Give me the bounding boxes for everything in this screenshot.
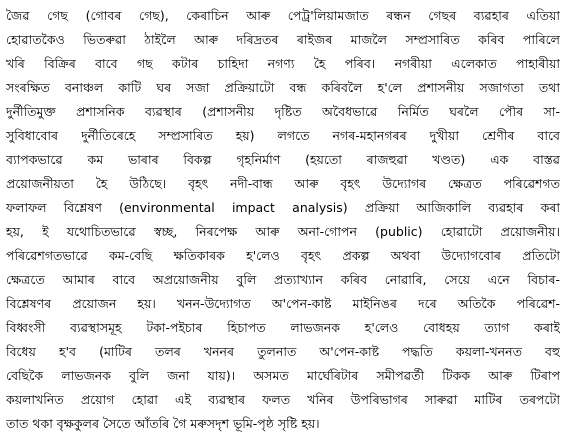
text-line: জৈৱ গেছ (গোবৰ গেছ), কেৰাচিন আৰু পেট্ৰ'লিয়ামজাত ৰন্ধন গেছৰ ব্যৱহাৰ এতিয়া <box>6 8 560 23</box>
text-line: কয়লাখনিত প্ৰয়োগ হোৱা এই ব্যৱস্থাৰ ফলত খনিৰ উপৰিভাগৰ সাৰুৱা মাটিৰ তৰপটো <box>6 392 560 407</box>
text-line: ফলাফল বিশ্লেষণ (environmental impact analysis) প্ৰক্ৰিয়া আজিকালি ব্যৱহাৰ কৰা <box>6 200 560 215</box>
text-line: বিধ্বংসী ব্যৱস্থাসমূহ টকা-পইচাৰ হিচাপত লাভজনক হ'লেও বোধহয় ত্যাগ কৰাই <box>6 320 560 335</box>
text-line: খৰি বিক্ৰিৰ বাবে গছ কটাৰ চাহিদা নগণ্য হৈ পৰিব। নগৰীয়া এলেকাত পাহাৰীয়া <box>6 56 560 71</box>
text-line: বিশ্লেষণৰ প্ৰয়োজন হয়। খনন-উদ্যোগত অ'পেন-কাষ্ট মাইনিঙৰ দৰে অতিকৈ পৰিৱেশ- <box>6 296 560 311</box>
text-line: তাত থকা বৃক্ষকুলৰ সৈতে আঁতৰি গৈ মৰুসদৃশ ভূমি-পৃষ্ঠ সৃষ্টি হয়। <box>6 416 320 431</box>
paragraph <box>6 4 560 436</box>
text-line: পৰিৱেশগতভাৱে কম-বেছি ক্ষতিকাৰক হ'লেও বৃহৎ প্ৰকল্প অথবা উদ্যোগবোৰ প্ৰতিটো <box>6 248 560 263</box>
text-line: সুবিধাবোৰ দুৰ্নীতিৰেহে সম্প্ৰসাৰিত হয়) লগতে নগৰ-মহানগৰৰ দুখীয়া শ্ৰেণীৰ বাবে <box>6 128 560 143</box>
text-line: প্ৰয়োজনীয়তা হৈ উঠিছে। বৃহৎ নদী-বান্ধ আৰু বৃহৎ উদ্যোগৰ ক্ষেত্ৰত পৰিৱেশগত <box>6 176 560 191</box>
text-line: ক্ষেত্ৰতে আমাৰ বাবে অপ্ৰয়োজনীয় বুলি প্ৰত্যাখ্যান কৰিব নোৱাৰি, সেয়ে এনে বিচাৰ- <box>6 272 560 287</box>
text-line: ব্যাপকভাৱে কম ভাৰাৰ বিকল্প গৃহনিৰ্মাণ (হয়তো ৰাজহুৱা খণ্ডত) এক বাস্তৱ <box>6 152 560 167</box>
text-line: বিধেয় হ'ব (মাটিৰ তলৰ খননৰ তুলনাত অ'পেন-কাষ্ট পদ্ধতি কয়লা-খননত বহু <box>6 344 560 359</box>
text-line: সংৰক্ষিত বনাঞ্চল কাটি ঘৰ সজা প্ৰক্ৰিয়াটো বন্ধ কৰিবলৈ হ'লে প্ৰশাসনীয় সজাগতা তথা <box>6 80 560 95</box>
text-line: হোৱাতকৈও ভিতৰুৱা ঠাইলৈ আৰু দৰিদ্ৰতৰ ৰাইজৰ মাজলৈ সম্প্ৰসাৰিত কৰিব পাৰিলে <box>6 32 560 47</box>
text-line: দুৰ্নীতিমুক্ত প্ৰশাসনিক ব্যৱস্থাৰ (প্ৰশাসনীয় দৃষ্টিত অবৈধভাৱে নিৰ্মিত ঘৰলৈ পৌৰ সা- <box>6 104 560 119</box>
text-line: বেছিকৈ লাভজনক বুলি জনা যায়)। অসমত মাৰ্ঘেৰিটাৰ সমীপৱৰ্তী টিকক আৰু টিৰাপ <box>6 368 560 383</box>
text-line: হয়, ই যথোচিতভাৱে স্বচ্ছ, নিৰপেক্ষ আৰু অনা-গোপন (public) হোৱাটো প্ৰয়োজনীয়। <box>6 224 560 239</box>
